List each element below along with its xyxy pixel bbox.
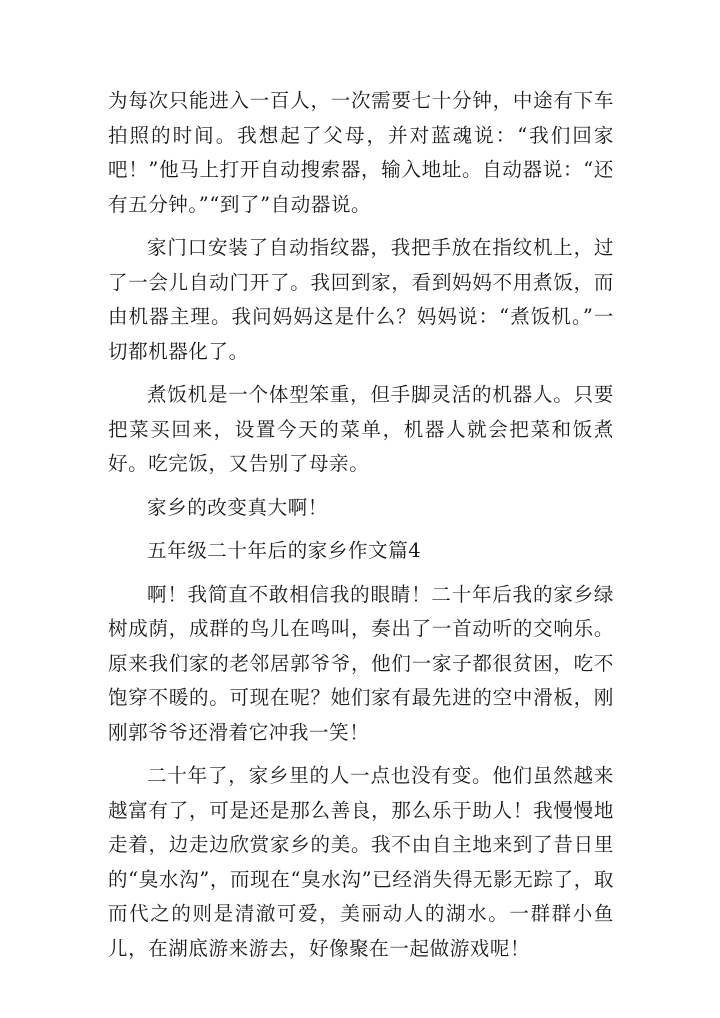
paragraph-2: 家门口安装了自动指纹器，我把手放在指纹机上，过了一会儿自动门开了。我回到家，看到妈妈不用煮饭，而由机器主理。我问妈妈这是什么？妈妈说：“煮饭机。”一切都机器化了。	[108, 236, 614, 363]
paragraph-6: 二十年了，家乡里的人一点也没有变。他们虽然越来越富有了，可是还是那么善良，那么乐于助人！我慢慢地走着，边走边欣赏家乡的美。我不由自主地来到了昔日里的“臭水沟”，而现在“臭水沟”已经消失得无影无踪了，取而代之的则是清澈可爱，美丽动人的湖水。一群群小鱼儿，在湖底游来游去，好像聚在一起做游戏呢！	[108, 764, 614, 960]
section-heading: 五年级二十年后的家乡作文篇4	[147, 539, 422, 562]
paragraph-3: 煮饭机是一个体型笨重，但手脚灵活的机器人。只要把菜买回来，设置今天的菜单，机器人就会把菜和饭煮好。吃完饭，又告别了母亲。	[108, 383, 614, 475]
paragraph-1: 为每次只能进入一百人，一次需要七十分钟，中途有下车拍照的时间。我想起了父母，并对蓝魂说：“我们回家吧！”他马上打开自动搜索器，输入地址。自动器说：“还有五分钟。”“到了”自动器说。	[108, 89, 614, 216]
document-body	[108, 84, 614, 975]
paragraph-4: 家乡的改变真大啊！	[147, 495, 328, 519]
paragraph-5: 啊！我简直不敢相信我的眼睛！二十年后我的家乡绿树成荫，成群的鸟儿在鸣叫，奏出了一首动听的交响乐。原来我们家的老邻居郭爷爷，他们一家子都很贫困，吃不饱穿不暖的。可现在呢？她们家有最先进的空中滑板，刚刚郭爷爷还滑着它冲我一笑！	[108, 582, 614, 744]
